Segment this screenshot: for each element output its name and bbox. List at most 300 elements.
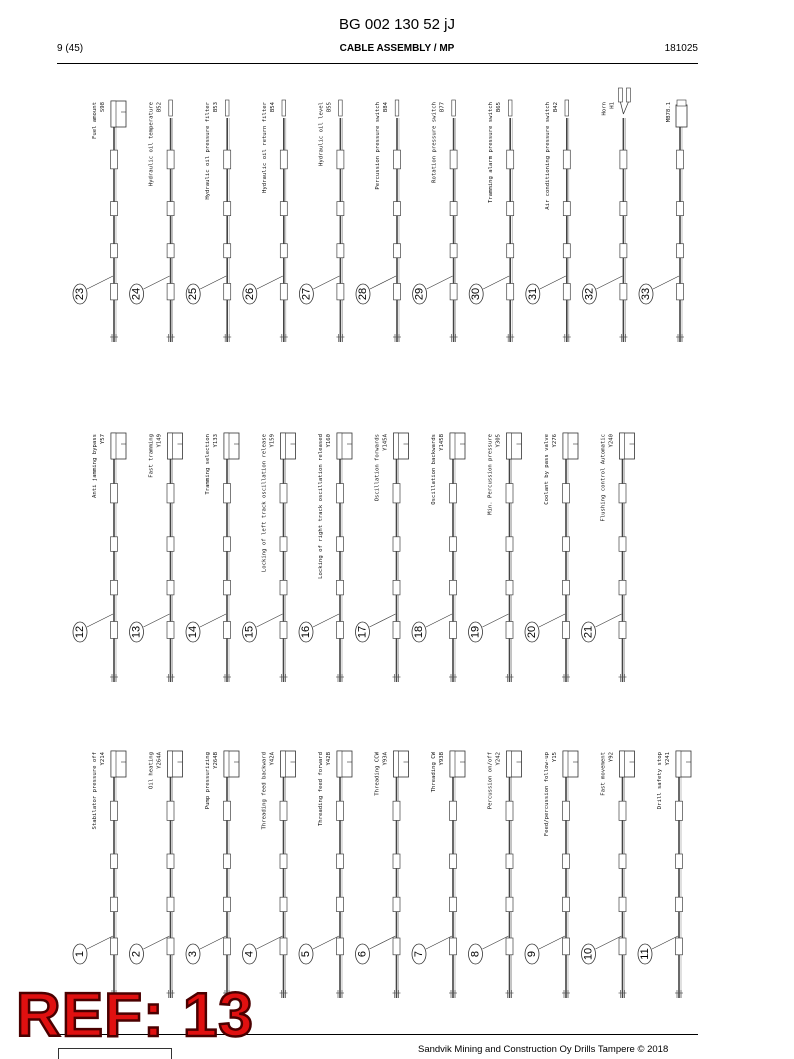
cable-sleeve [677, 244, 684, 258]
cable-sleeve [111, 244, 118, 258]
plug-connector-cap [677, 100, 686, 106]
item-number: 9 [526, 950, 538, 958]
cable-sleeve [167, 801, 174, 820]
component-code: Y93A [382, 752, 389, 766]
item-number: 10 [582, 947, 595, 961]
component-description: Min. Percussion pressure [487, 434, 494, 515]
component-description: Fast tramming [148, 434, 155, 478]
page-title: CABLE ASSEMBLY / MP [339, 43, 455, 54]
cable-sleeve [620, 244, 627, 258]
cable-item-5 [299, 751, 352, 998]
horn-terminal [626, 88, 630, 102]
leader-line [596, 614, 622, 627]
leader-line [540, 276, 566, 289]
component-description: Tramming alarm pressure switch [488, 102, 495, 204]
component-code: S98 [100, 102, 106, 113]
valve-connector-cap [620, 433, 625, 459]
page-number: 9 (45) [57, 43, 84, 54]
component-code: Y242 [495, 752, 502, 766]
component-description: Flushing control Automatic [600, 434, 607, 522]
component-code: Y264A [156, 752, 163, 769]
leader-line [200, 276, 226, 289]
cable-sleeve [337, 854, 344, 868]
component-description: Percussion pressure switch [375, 102, 381, 190]
cable-item-15 [243, 433, 296, 682]
cable-sleeve [167, 938, 174, 955]
item-number: 23 [74, 287, 86, 301]
component-code: B52 [156, 102, 163, 113]
cable-item-23 [73, 101, 126, 342]
component-description: Tramming selection [205, 434, 211, 495]
component-code: B53 [213, 102, 220, 113]
component-code: H1 [609, 102, 616, 109]
cable-sleeve [450, 150, 457, 169]
cable-sleeve [111, 202, 118, 216]
item-number: 11 [639, 948, 651, 960]
component-code: B54 [269, 102, 276, 113]
item-number: 14 [187, 625, 199, 639]
component-code: Y92 [608, 752, 615, 763]
plug-connector [676, 105, 687, 127]
item-number: 29 [413, 287, 426, 301]
cable-sleeve [394, 150, 401, 169]
component-code: Y57 [100, 434, 106, 445]
cable-item-31 [526, 100, 571, 342]
cable-sleeve [507, 284, 514, 300]
component-description: Fuel amount [92, 102, 98, 140]
sensor-connector [282, 100, 286, 116]
item-number: 13 [130, 625, 143, 639]
cable-item-13 [130, 433, 183, 682]
cable-sleeve [280, 484, 287, 503]
cable-item-2 [130, 751, 183, 998]
component-code: Y133 [213, 434, 219, 448]
component-description: Threading feed forward [318, 752, 324, 827]
cable-sleeve [394, 284, 401, 300]
cable-sleeve [224, 284, 231, 300]
valve-connector-cap [563, 433, 568, 459]
cable-sleeve [337, 622, 344, 639]
component-code: Y305 [495, 434, 502, 448]
cable-sleeve [676, 897, 683, 911]
cable-item-28 [356, 100, 401, 342]
cable-sleeve [111, 150, 118, 169]
item-number: 7 [413, 950, 425, 958]
component-code: Y42A [269, 752, 276, 766]
valve-connector-cap [676, 751, 681, 777]
leader-line [539, 936, 565, 949]
component-description: Hydraulic oil temperature [148, 102, 155, 187]
item-number: 28 [357, 287, 369, 301]
cable-item-17 [356, 433, 409, 682]
cable-sleeve [394, 202, 401, 216]
cable-sleeve [506, 938, 513, 955]
cable-sleeve [167, 897, 174, 911]
component-description: Rotation pressure switch [431, 101, 438, 183]
cable-sleeve [280, 801, 287, 820]
cable-sleeve [280, 622, 287, 639]
cable-sleeve [337, 580, 344, 595]
cable-sleeve [111, 622, 118, 639]
valve-connector-cap [507, 751, 512, 777]
cable-sleeve [393, 580, 400, 595]
cable-sleeve [450, 938, 457, 955]
cable-sleeve [111, 938, 118, 955]
cable-sleeve [111, 897, 118, 911]
cable-sleeve [111, 484, 118, 503]
component-code: Y93B [439, 752, 445, 766]
cable-sleeve [676, 801, 683, 820]
cable-item-11 [638, 751, 691, 998]
cable-sleeve [224, 938, 231, 955]
component-code: Y276 [552, 434, 558, 448]
component-code: Y214 [100, 752, 106, 766]
cable-sleeve [111, 537, 118, 552]
component-description: Coolant by pass valve [544, 434, 550, 505]
leader-line [257, 614, 283, 627]
cable-sleeve [506, 622, 513, 639]
cable-sleeve [224, 801, 231, 820]
valve-connector-cap [394, 751, 399, 777]
horn-leads [620, 102, 628, 114]
component-description: Oscillation backwards [431, 434, 437, 505]
document-code: 181025 [664, 43, 698, 54]
component-description: Horn [601, 102, 608, 116]
cable-sleeve [224, 854, 231, 868]
valve-connector-cap [281, 433, 286, 459]
cable-sleeve [507, 202, 514, 216]
leader-line [539, 614, 565, 627]
component-description: Threading CCW [374, 752, 381, 796]
cable-sleeve [393, 897, 400, 911]
leader-line [144, 936, 170, 949]
cable-sleeve [280, 244, 287, 258]
cable-sleeve [450, 897, 457, 911]
item-number: 15 [243, 625, 256, 639]
cable-item-30 [469, 100, 514, 342]
cable-sleeve [167, 580, 174, 595]
cable-sleeve [563, 801, 570, 820]
valve-connector-cap [111, 433, 116, 459]
component-description: Air conditioning pressure switch [544, 102, 551, 210]
item-number: 21 [582, 625, 595, 639]
cable-sleeve [224, 897, 231, 911]
component-description: Oscillation forwards [374, 434, 381, 502]
cable-sleeve [337, 484, 344, 503]
item-number: 6 [356, 950, 369, 958]
cable-sleeve [337, 284, 344, 300]
cable-sleeve [280, 202, 287, 216]
cable-sleeve [167, 854, 174, 868]
cable-item-32 [582, 88, 630, 342]
horn-terminal [618, 88, 622, 102]
sensor-connector [452, 100, 456, 116]
valve-connector-cap [620, 751, 625, 777]
item-number: 12 [74, 625, 86, 639]
cable-sleeve [111, 854, 118, 868]
cable-item-33 [639, 100, 687, 342]
cable-sleeve [620, 284, 627, 300]
component-description: Locking of left track oscillation release [261, 434, 268, 573]
leader-line [426, 936, 452, 949]
cable-sleeve [563, 202, 570, 216]
cable-sleeve [280, 854, 287, 868]
item-number: 17 [356, 625, 369, 639]
item-number: 32 [583, 287, 596, 301]
component-description: Drill safety stop [657, 752, 663, 810]
cable-sleeve [167, 284, 174, 300]
cable-sleeve [450, 580, 457, 595]
component-description: Hydraulic oil return filter [261, 102, 268, 193]
cable-sleeve [563, 622, 570, 639]
valve-connector-cap [111, 101, 116, 127]
cable-sleeve [280, 938, 287, 955]
cable-item-3 [186, 751, 239, 998]
leader-line [87, 936, 113, 949]
item-number: 1 [74, 950, 86, 958]
cable-sleeve [450, 854, 457, 868]
cable-sleeve [506, 801, 513, 820]
cable-sleeve [677, 284, 684, 300]
component-code: Y42B [326, 752, 332, 766]
cable-sleeve [337, 202, 344, 216]
sensor-connector [508, 100, 512, 116]
sensor-connector [225, 100, 229, 116]
cable-item-1 [73, 751, 126, 998]
cable-sleeve [563, 244, 570, 258]
item-number: 24 [130, 287, 143, 301]
valve-connector-cap [337, 751, 342, 777]
cable-sleeve [224, 244, 231, 258]
component-code: Y15 [552, 752, 558, 763]
leader-line [370, 614, 396, 627]
leader-line [144, 276, 170, 289]
cable-sleeve [619, 854, 626, 868]
cable-sleeve [167, 150, 174, 169]
item-number: 4 [243, 950, 256, 958]
cable-item-26 [243, 100, 288, 342]
leader-line [596, 276, 622, 289]
cable-sleeve [450, 484, 457, 503]
cable-sleeve [506, 854, 513, 868]
valve-connector-cap [563, 751, 568, 777]
leader-line [653, 276, 679, 289]
cable-item-9 [525, 751, 578, 998]
component-code: B77 [439, 102, 446, 113]
cable-sleeve [393, 537, 400, 552]
document-number: BG 002 130 52 jJ [339, 16, 455, 33]
cable-sleeve [337, 897, 344, 911]
cable-sleeve [280, 537, 287, 552]
cable-sleeve [280, 284, 287, 300]
leader-line [200, 936, 226, 949]
leader-line [370, 936, 396, 949]
leader-line [200, 614, 226, 627]
leader-line [652, 936, 678, 949]
cable-item-14 [186, 433, 239, 682]
component-code: Y145A [382, 434, 389, 451]
cable-sleeve [394, 244, 401, 258]
leader-line [427, 276, 453, 289]
reference-watermark: REF: 13 [16, 981, 254, 1050]
component-description: Feed/percussion follow-up [544, 752, 550, 837]
cable-sleeve [676, 854, 683, 868]
cable-sleeve [563, 484, 570, 503]
footer-copyright: Sandvik Mining and Construction Oy Drills Tampere © 2018 [418, 1044, 669, 1055]
valve-connector-cap [168, 751, 173, 777]
cable-sleeve [393, 484, 400, 503]
cable-item-18 [412, 433, 465, 682]
cable-sleeve [677, 202, 684, 216]
cable-sleeve [620, 150, 627, 169]
item-number: 8 [469, 950, 482, 958]
cable-sleeve [450, 622, 457, 639]
item-number: 27 [300, 287, 313, 301]
leader-line [144, 614, 170, 627]
cable-sleeve [507, 150, 514, 169]
cable-sleeve [280, 150, 287, 169]
cable-item-8 [469, 751, 522, 998]
cable-sleeve [619, 801, 626, 820]
cable-sleeve [619, 897, 626, 911]
item-number: 31 [526, 287, 539, 301]
valve-connector-cap [394, 433, 399, 459]
leader-line [313, 936, 339, 949]
cable-sleeve [450, 284, 457, 300]
leader-line [313, 614, 339, 627]
component-code: Y159 [269, 434, 276, 448]
cable-sleeve [280, 897, 287, 911]
cable-item-29 [413, 100, 458, 342]
component-code: Y145B [439, 434, 445, 451]
component-code: Y240 [608, 434, 615, 448]
item-number: 2 [130, 950, 143, 958]
cable-sleeve [620, 202, 627, 216]
cable-sleeve [619, 537, 626, 552]
cable-sleeve [563, 284, 570, 300]
leader-line [257, 276, 283, 289]
cable-sleeve [676, 938, 683, 955]
cable-sleeve [619, 580, 626, 595]
cable-sleeve [450, 801, 457, 820]
cable-sleeve [563, 580, 570, 595]
valve-connector-cap [450, 751, 455, 777]
leader-line [87, 276, 113, 289]
valve-connector-cap [450, 433, 455, 459]
component-code: B84 [383, 102, 389, 113]
component-description: Anti jamming bypass [92, 434, 98, 498]
cable-sleeve [506, 484, 513, 503]
sensor-connector [169, 100, 173, 116]
leader-line [426, 614, 452, 627]
cable-sleeve [167, 484, 174, 503]
leader-line [87, 614, 113, 627]
cable-item-27 [299, 100, 344, 342]
component-code: B55 [326, 102, 333, 113]
cable-item-24 [130, 100, 175, 342]
item-number: 16 [300, 625, 312, 639]
cable-sleeve [393, 938, 400, 955]
cable-sleeve [563, 537, 570, 552]
item-number: 20 [526, 625, 538, 639]
cable-item-12 [73, 433, 126, 682]
component-description: Pump pressurizing [205, 752, 211, 810]
component-code: Y149 [156, 434, 163, 448]
cable-sleeve [337, 801, 344, 820]
cable-sleeve [619, 938, 626, 955]
cable-sleeve [393, 854, 400, 868]
cable-sleeve [111, 284, 118, 300]
item-number: 5 [300, 950, 312, 958]
cable-sleeve [224, 580, 231, 595]
leader-line [370, 276, 396, 289]
valve-connector-cap [337, 433, 342, 459]
cable-sleeve [337, 244, 344, 258]
cable-sleeve [619, 622, 626, 639]
cable-sleeve [337, 150, 344, 169]
cable-sleeve [563, 854, 570, 868]
component-code: B42 [552, 102, 559, 113]
cable-item-7 [412, 751, 465, 998]
cable-sleeve [224, 484, 231, 503]
sensor-connector [565, 100, 569, 116]
cable-item-16 [299, 433, 352, 682]
component-code: Y160 [326, 434, 332, 448]
leader-line [483, 936, 509, 949]
valve-connector-cap [281, 751, 286, 777]
component-code: B65 [496, 102, 503, 113]
component-description: Oil heating [148, 752, 155, 790]
cable-sleeve [450, 202, 457, 216]
component-code: MB78.1 [666, 102, 672, 123]
cable-sleeve [167, 537, 174, 552]
leader-line [313, 276, 339, 289]
cable-item-6 [356, 751, 409, 998]
component-code: Y264B [213, 752, 219, 769]
cable-sleeve [167, 244, 174, 258]
cable-item-19 [469, 433, 522, 682]
item-number: 3 [187, 950, 199, 958]
cable-sleeve [563, 897, 570, 911]
cable-sleeve [224, 622, 231, 639]
valve-connector-cap [507, 433, 512, 459]
cable-sleeve [506, 537, 513, 552]
valve-connector-cap [111, 751, 116, 777]
cable-sleeve [337, 537, 344, 552]
cable-sleeve [506, 580, 513, 595]
cable-item-21 [582, 433, 635, 682]
sensor-connector [395, 100, 399, 116]
cable-item-10 [582, 751, 635, 998]
cable-sleeve [506, 897, 513, 911]
cable-sleeve [167, 202, 174, 216]
cable-sleeve [563, 938, 570, 955]
sensor-connector [339, 100, 343, 116]
leader-line [596, 936, 622, 949]
component-description: Fast movement [600, 752, 607, 796]
valve-connector-cap [224, 433, 229, 459]
component-description: Locking of right track oscillation released [318, 434, 324, 579]
cable-item-4 [243, 751, 296, 998]
component-description: Stabilator pressure off [92, 752, 98, 830]
leader-line [257, 936, 283, 949]
cable-sleeve [677, 150, 684, 169]
leader-line [483, 276, 509, 289]
cable-sleeve [337, 938, 344, 955]
cable-sleeve [619, 484, 626, 503]
component-description: Threading CW [431, 752, 437, 793]
item-number: 25 [187, 287, 200, 301]
